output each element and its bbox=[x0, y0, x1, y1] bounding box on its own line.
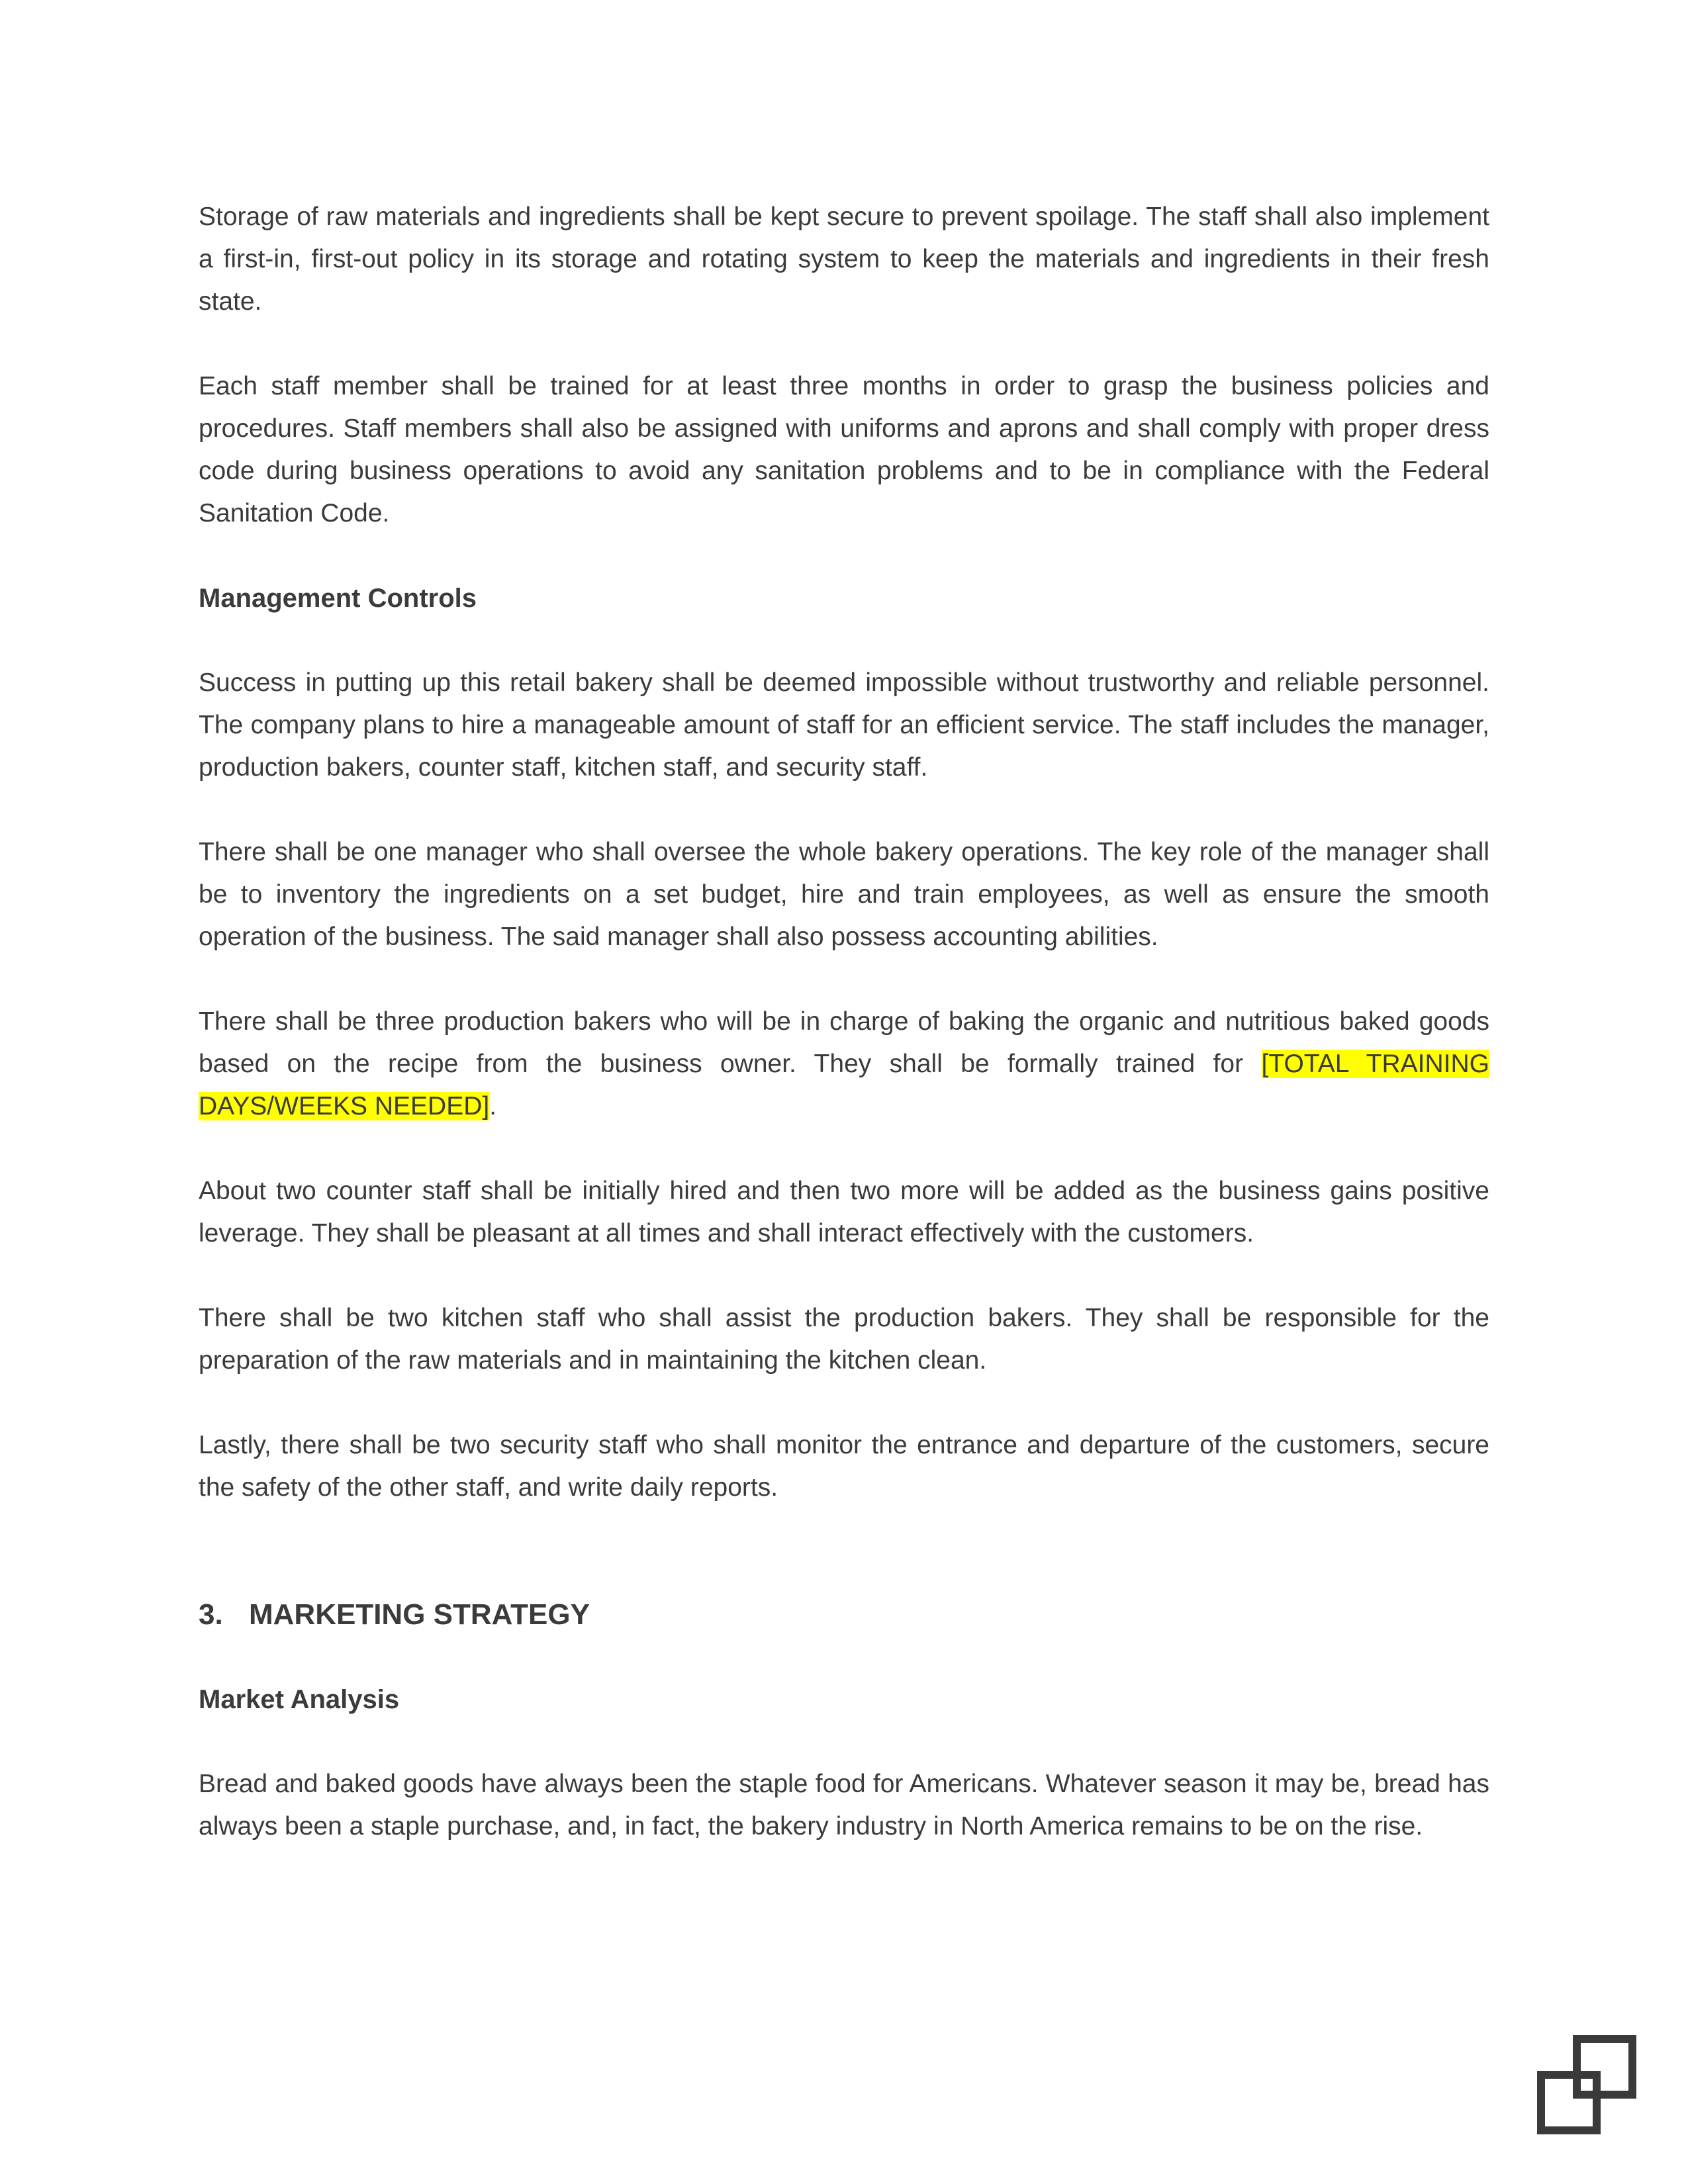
paragraph-staff-training: Each staff member shall be trained for at least three months in order to grasp the business policies and procedures. Staff members shall also be assigned with uniforms and aprons and shall comply with proper dress code during business operations to avoid any sanitation problems and to be in compliance with the Federal Sanitation Code. bbox=[199, 372, 1489, 527]
heading-management-controls: Management Controls bbox=[199, 584, 477, 613]
section-number: 3. bbox=[199, 1598, 223, 1631]
paragraph-personnel: Success in putting up this retail bakery shall be deemed impossible without trustworthy and reliable personnel. The company plans to hire a manageable amount of staff for an efficient service. The staff includes the manager, production bakers, counter staff, kitchen staff, and security staff. bbox=[199, 668, 1489, 782]
training-duration-placeholder: [TOTAL TRAINING DAYS/WEEKS NEEDED] bbox=[199, 1050, 1489, 1120]
section-title: MARKETING STRATEGY bbox=[249, 1598, 590, 1631]
production-bakers-period: . bbox=[489, 1092, 497, 1120]
production-bakers-text: There shall be three production bakers who will be in charge of baking the organic and nutritious baked goods based on the recipe from the business owner. They shall be formally trained for bbox=[199, 1007, 1489, 1078]
paragraph-market-analysis: Bread and baked goods have always been the staple food for Americans. Whatever season it may be, bread has always been a staple purchase, and, in fact, the bakery industry in North America remains to be on the rise. bbox=[199, 1770, 1489, 1841]
heading-market-analysis: Market Analysis bbox=[199, 1685, 400, 1714]
overlapping-squares-logo-icon bbox=[1532, 2035, 1642, 2144]
paragraph-production-bakers bbox=[199, 1001, 1489, 1128]
paragraph-manager: There shall be one manager who shall oversee the whole bakery operations. The key role of the manager shall be to inventory the ingredients on a set budget, hire and train employees, as well as ensure the smooth operation of the business. The said manager shall also possess accounting abilities. bbox=[199, 838, 1489, 951]
heading-marketing-strategy bbox=[199, 1594, 1489, 1636]
paragraph-storage: Storage of raw materials and ingredients shall be kept secure to prevent spoilage. The staff shall also implement a first-in, first-out policy in its storage and rotating system to keep the materials and ingredients in their fresh state. bbox=[199, 203, 1489, 316]
paragraph-counter-staff: About two counter staff shall be initially hired and then two more will be added as the business gains positive leverage. They shall be pleasant at all times and shall interact effectively with the customers. bbox=[199, 1177, 1489, 1248]
paragraph-security-staff: Lastly, there shall be two security staff who shall monitor the entrance and departure of the customers, secure the safety of the other staff, and write daily reports. bbox=[199, 1431, 1489, 1502]
paragraph-kitchen-staff: There shall be two kitchen staff who shall assist the production bakers. They shall be responsible for the preparation of the raw materials and in maintaining the kitchen clean. bbox=[199, 1304, 1489, 1375]
document-body bbox=[199, 196, 1489, 1890]
